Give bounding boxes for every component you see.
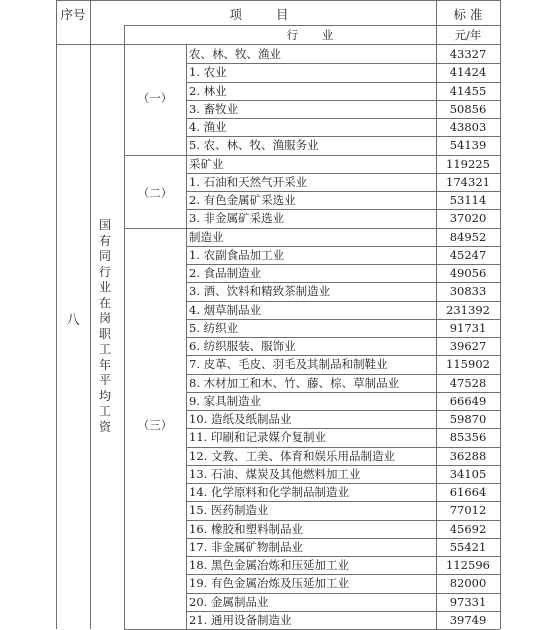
table-row-name: 1. 农业 — [189, 65, 227, 80]
table-row-value: 59870 — [449, 412, 487, 426]
table-row-name: 11. 印刷和记录媒介复制业 — [189, 430, 326, 445]
table-row-value: 39627 — [449, 339, 487, 353]
row-divider — [186, 538, 500, 539]
group-column-line — [186, 45, 187, 629]
table-row-value: 84952 — [449, 229, 487, 244]
table-row-name: 19. 有色金属冶炼及压延加工业 — [189, 576, 349, 591]
section-label: 国有同行业在岗职工年平均工资 — [98, 218, 111, 434]
table-row-name: 14. 化学原料和化学制品制造业 — [189, 485, 349, 499]
group-label-3: （三） — [137, 418, 173, 433]
group-label-1: （一） — [137, 90, 173, 105]
table-row-name: 13. 石油、煤炭及其他燃料加工业 — [189, 466, 361, 481]
row-divider — [186, 428, 500, 429]
table-row-value: 97331 — [449, 594, 487, 609]
row-divider — [186, 209, 500, 210]
table-row-name: 21. 通用设备制造业 — [189, 612, 292, 627]
table-row-name: 7. 皮革、毛皮、羽毛及其制品和制鞋业 — [189, 357, 388, 372]
header-unit: 元/年 — [454, 28, 482, 42]
row-divider — [186, 392, 500, 393]
row-divider — [186, 136, 500, 137]
table-row-value: 231392 — [446, 302, 490, 317]
vertical-label-line — [124, 25, 125, 629]
header-standard: 标 准 — [453, 7, 483, 22]
header-item: 项 目 — [229, 7, 289, 22]
table-row-name: 3. 酒、饮料和精致茶制造业 — [189, 284, 331, 299]
row-divider — [186, 118, 500, 119]
table-row-name: 15. 医药制造业 — [189, 503, 269, 518]
left-border — [56, 0, 57, 629]
standard-column-line — [436, 0, 437, 629]
group-divider — [124, 228, 500, 229]
group-divider — [124, 155, 500, 156]
row-divider — [186, 483, 500, 484]
table-row-value: 53114 — [449, 193, 487, 207]
table-row-name: 2. 食品制造业 — [189, 266, 262, 280]
row-divider — [186, 282, 500, 283]
row-divider — [186, 246, 500, 247]
table-row-name: 3. 非金属矿采选业 — [189, 211, 285, 226]
row-divider — [186, 465, 500, 466]
top-border — [56, 0, 500, 1]
table-row-name: 4. 烟草制品业 — [189, 302, 262, 317]
row-divider — [186, 355, 500, 356]
table-row-value: 49056 — [449, 266, 487, 280]
table-row-value: 115902 — [446, 357, 490, 372]
table-row-value: 43327 — [449, 47, 487, 61]
table-row-value: 82000 — [449, 576, 487, 591]
table-row-value: 119225 — [446, 156, 490, 171]
table-row-value: 39749 — [449, 612, 487, 627]
table-row-value: 41455 — [449, 83, 487, 98]
table-row-name: 9. 家具制造业 — [189, 393, 262, 408]
header-industry: 行 业 — [286, 28, 334, 42]
table-row-value: 174321 — [446, 174, 490, 189]
row-divider — [186, 410, 500, 411]
table-row-name: 制造业 — [189, 229, 224, 244]
row-divider — [186, 264, 500, 265]
header-mid-line — [124, 25, 500, 26]
row-divider — [186, 82, 500, 83]
table-row-name: 8. 木材加工和木、竹、藤、棕、草制品业 — [189, 375, 400, 390]
table-row-name: 18. 黑色金属冶炼和压延加工业 — [189, 558, 349, 572]
row-divider — [186, 63, 500, 64]
table-row-value: 61664 — [449, 485, 487, 499]
right-border — [500, 0, 501, 629]
table-row-value: 45692 — [449, 521, 487, 536]
table-row-value: 77012 — [449, 503, 487, 518]
table-row-name: 16. 橡胶和塑料制品业 — [189, 521, 303, 536]
row-divider — [186, 319, 500, 320]
row-divider — [186, 301, 500, 302]
row-divider — [186, 173, 500, 174]
table-row-value: 50856 — [449, 101, 487, 116]
table-row-value: 45247 — [449, 247, 487, 262]
table-row-name: 10. 造纸及纸制品业 — [189, 412, 292, 426]
seq-column-line — [90, 0, 91, 629]
row-divider — [186, 556, 500, 557]
row-divider — [186, 501, 500, 502]
table-row-value: 36288 — [449, 448, 487, 463]
table-row-name: 采矿业 — [189, 156, 224, 171]
group-label-2: （二） — [137, 185, 173, 200]
table-row-value: 47528 — [449, 375, 487, 390]
table-row-name: 4. 渔业 — [189, 120, 227, 134]
header-bottom-line — [56, 44, 500, 45]
table-row-name: 17. 非金属矿物制品业 — [189, 539, 303, 554]
table-row-name: 2. 有色金属矿采选业 — [189, 193, 296, 207]
row-divider — [186, 100, 500, 101]
table-row-name: 2. 林业 — [189, 83, 227, 98]
table-row-name: 6. 纺织服装、服饰业 — [189, 339, 296, 353]
header-seq: 序号 — [60, 7, 86, 22]
table-row-name: 农、林、牧、渔业 — [189, 47, 281, 61]
row-divider — [186, 520, 500, 521]
table-row-value: 41424 — [449, 65, 487, 80]
table-row-value: 43803 — [449, 120, 487, 134]
table-row-name: 1. 农副食品加工业 — [189, 247, 285, 262]
row-divider — [186, 337, 500, 338]
table-row-value: 91731 — [449, 320, 487, 335]
table-row-value: 66649 — [449, 393, 487, 408]
table-row-value: 55421 — [449, 539, 487, 554]
section-number: 八 — [66, 313, 80, 328]
table-row-value: 54139 — [449, 138, 487, 153]
row-divider — [186, 447, 500, 448]
row-divider — [186, 611, 500, 612]
table-row-name: 5. 农、林、牧、渔服务业 — [189, 138, 319, 153]
row-divider — [186, 593, 500, 594]
table-row-value: 112596 — [446, 558, 490, 572]
row-divider — [186, 374, 500, 375]
table-row-name: 12. 文教、工美、体育和娱乐用品制造业 — [189, 448, 395, 463]
table-row-value: 30833 — [449, 284, 487, 299]
row-divider — [186, 574, 500, 575]
table-row-name: 1. 石油和天然气开采业 — [189, 174, 308, 189]
table-row-name: 20. 金属制品业 — [189, 594, 269, 609]
table-row-name: 5. 纺织业 — [189, 320, 239, 335]
row-divider — [186, 191, 500, 192]
table-row-value: 37020 — [449, 211, 487, 226]
table-row-value: 85356 — [449, 430, 487, 445]
table-row-value: 34105 — [449, 466, 487, 481]
table-row-name: 3. 畜牧业 — [189, 101, 239, 116]
